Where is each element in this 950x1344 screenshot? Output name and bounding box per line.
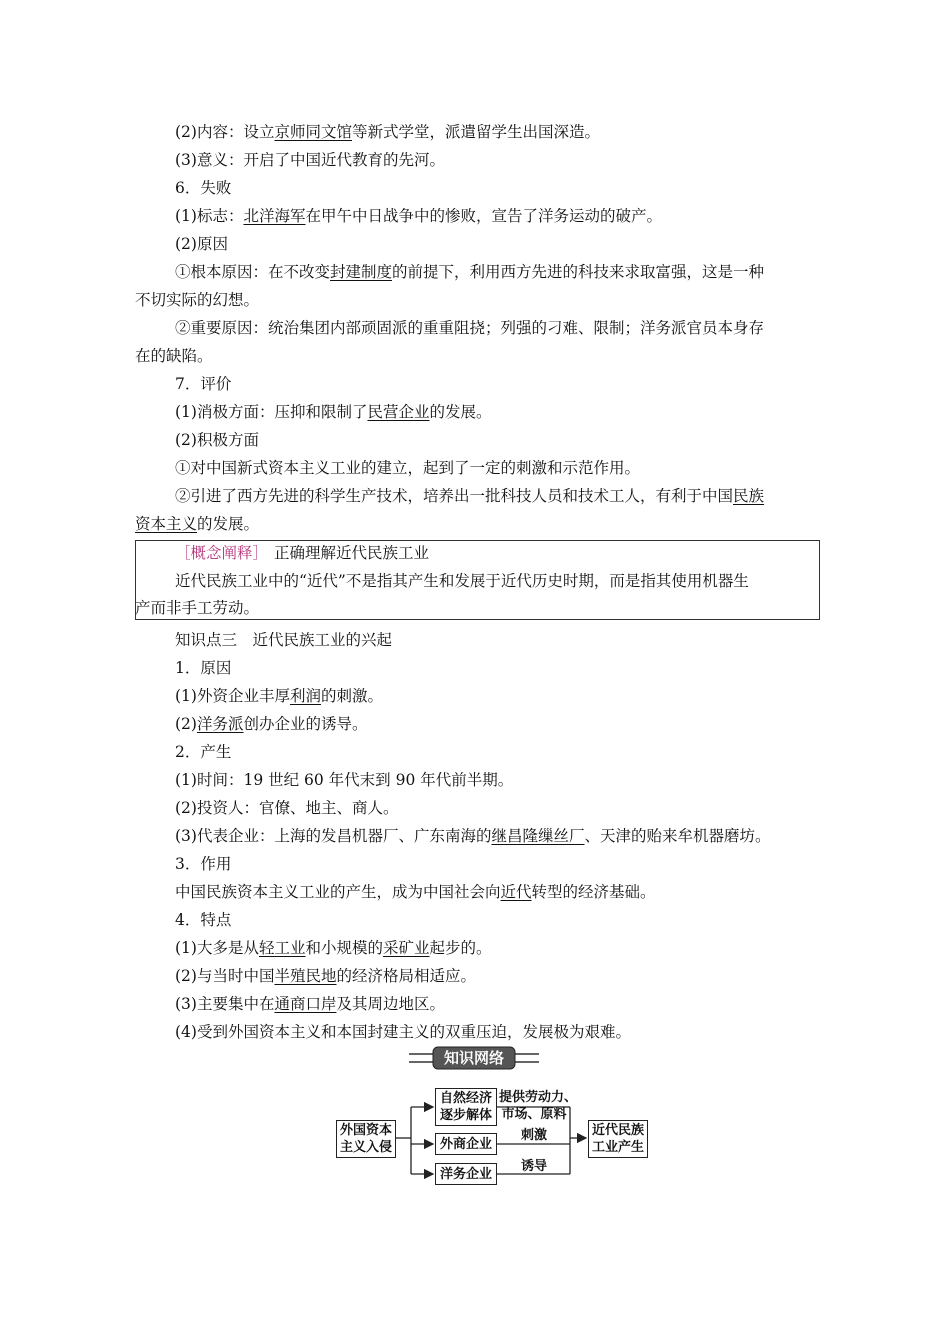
subsection-heading: 6．失败 [175, 179, 232, 197]
text-line: (1)大多是从轻工业和小规模的采矿业起步的。 [175, 939, 492, 957]
subsection-heading: 7．评价 [175, 375, 232, 393]
text-line: (2)投资人：官僚、地主、商人。 [175, 799, 399, 817]
text-line: 在的缺陷。 [135, 347, 213, 365]
network-title: 知识网络 [443, 1049, 504, 1067]
text-line: ②引进了西方先进的科学生产技术，培养出一批科技人员和技术工人，有利于中国民族 [175, 487, 765, 505]
text-line: (3)代表企业：上海的发昌机器厂、广东南海的继昌隆缫丝厂、天津的贻来牟机器磨坊。 [175, 827, 771, 845]
concept-text: 近代民族工业中的“近代”不是指其产生和发展于近代历史时期，而是指其使用机器生 [175, 572, 749, 590]
edge-label-labor-market: 提供劳动力、 市场、原料 [499, 1090, 578, 1122]
text-line: ②重要原因：统治集团内部顽固派的重重阻挠；列强的刁难、限制；洋务派官员本身存 [175, 319, 765, 337]
node-natural-economy: 自然经济 逐步解体 [435, 1088, 497, 1126]
key-term: 封建制度 [330, 263, 393, 281]
key-term: 采矿业 [383, 939, 430, 957]
text-line: 中国民族资本主义工业的产生，成为中国社会向近代转型的经济基础。 [175, 883, 656, 901]
network-title-banner [409, 1046, 539, 1070]
text-line: (3)主要集中在通商口岸及其周边地区。 [175, 995, 445, 1013]
text-line: ①对中国新式资本主义工业的建立，起到了一定的刺激和示范作用。 [175, 459, 641, 477]
text-line: (1)外资企业丰厚利润的刺激。 [175, 687, 383, 705]
text-line: (1)标志：北洋海军在甲午中日战争中的惨败，宣告了洋务运动的破产。 [175, 207, 662, 225]
key-term: 通商口岸 [274, 995, 337, 1013]
concept-tag: ［概念阐释］ [175, 544, 269, 562]
node-yangwu-firms: 洋务企业 [435, 1163, 497, 1185]
edge-label-inducement: 诱导 [520, 1159, 547, 1174]
concept-title: 正确理解近代民族工业 [274, 544, 430, 562]
text-line: (2)原因 [175, 235, 228, 253]
key-term: 资本主义 [135, 515, 198, 533]
node-foreign-invasion: 外国资本 主义入侵 [336, 1120, 396, 1158]
concept-box-header [175, 543, 429, 563]
key-term: 半殖民地 [274, 967, 337, 985]
section-heading: 知识点三 近代民族工业的兴起 [175, 631, 393, 649]
key-term: 利润 [289, 687, 321, 705]
text-line: ①根本原因：在不改变封建制度的前提下，利用西方先进的科技来求取富强，这是一种 [175, 263, 765, 281]
text-line: (1)消极方面：压抑和限制了民营企业的发展。 [175, 403, 492, 421]
text-line: 资本主义的发展。 [135, 515, 260, 533]
edge-label-stimulus: 刺激 [520, 1128, 547, 1143]
text-line: (1)时间：19 世纪 60 年代末到 90 年代前半期。 [175, 771, 514, 789]
text-line: 不切实际的幻想。 [135, 291, 260, 309]
key-term: 洋务派 [196, 715, 244, 733]
subsection-heading: 2．产生 [175, 743, 232, 761]
key-term: 民营企业 [367, 403, 430, 421]
text-line: (2)积极方面 [175, 431, 259, 449]
key-term: 北洋海军 [243, 207, 306, 225]
key-term: 近代 [500, 883, 532, 901]
concept-text: 产而非手工劳动。 [135, 599, 260, 617]
key-term: 轻工业 [258, 939, 306, 957]
node-national-industry: 近代民族 工业产生 [588, 1120, 648, 1158]
node-foreign-firms: 外商企业 [435, 1133, 497, 1155]
text-line: (2)洋务派创办企业的诱导。 [175, 715, 368, 733]
text-line: (4)受到外国资本主义和本国封建主义的双重压迫，发展极为艰难。 [175, 1023, 631, 1041]
subsection-heading: 4．特点 [175, 911, 232, 929]
subsection-heading: 3．作用 [175, 855, 232, 873]
text-line: (3)意义：开启了中国近代教育的先河。 [175, 151, 445, 169]
key-term: 京师同文馆 [274, 123, 352, 141]
key-term: 民族 [733, 487, 765, 505]
text-line: (2)与当时中国半殖民地的经济格局相适应。 [175, 967, 476, 985]
key-term: 继昌隆缫丝厂 [491, 827, 585, 845]
subsection-heading: 1．原因 [175, 659, 232, 677]
text-line: (2)内容：设立京师同文馆等新式学堂，派遣留学生出国深造。 [175, 123, 600, 141]
